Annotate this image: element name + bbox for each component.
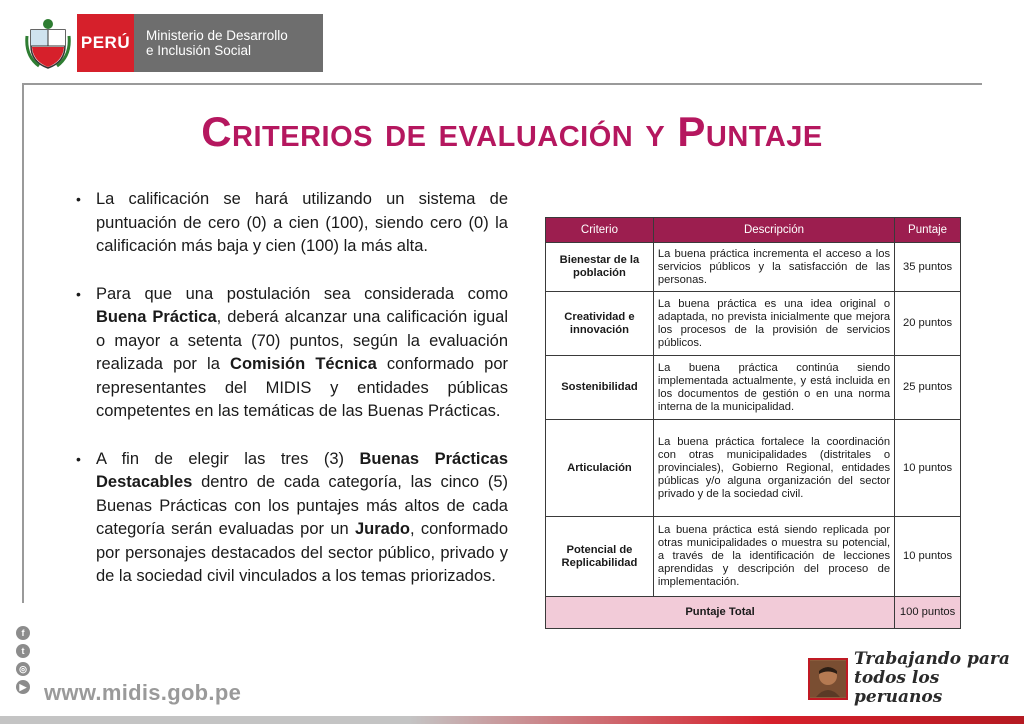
header-descripcion: Descripción [653,218,894,243]
bullet-icon: • [76,285,81,302]
frame-top-divider [22,83,982,85]
descripcion-cell: La buena práctica está siendo replicada por otras municipalidades o muestra su potencial, a través de la identificación de lecciones aprendidas y descripción del proceso de implementación. [653,517,894,597]
criterio-cell: Sostenibilidad [546,356,654,420]
table-row [546,420,961,517]
table-row [546,517,961,597]
total-label: Puntaje Total [546,597,895,629]
ministry-name-line2: e Inclusión Social [146,43,252,58]
criteria-table [545,217,961,629]
frame-left-divider [22,83,24,603]
bullet-item [76,448,508,589]
bullet-text-part: Para que una postulación sea considerada como [96,284,508,303]
coat-of-arms-icon [22,14,74,72]
puntaje-cell: 25 puntos [895,356,961,420]
table-row [546,243,961,292]
slogan-block [808,650,1024,707]
total-value: 100 puntos [895,597,961,629]
descripcion-cell: La buena práctica es una idea original o adaptada, no prevista inicialmente que mejora los procesos de la provisión de servicios públicos. [653,292,894,356]
descripcion-cell: La buena práctica incrementa el acceso a los servicios públicos y la satisfacción de las personas. [653,243,894,292]
ministry-logo [22,14,323,72]
puntaje-cell: 10 puntos [895,517,961,597]
bullet-item [76,283,508,424]
bullet-icon: • [76,191,81,207]
twitter-icon[interactable]: t [16,644,30,658]
bottom-stripe [0,716,1024,724]
bullet-text-part: , conformado por personajes destacados del sector público, privado y de la sociedad civil vinculados a los temas priorizados. [96,520,508,585]
bullet-text-part: La calificación se hará utilizando un sistema de puntuación de cero (0) a cien (100), siendo cero (0) la calificación más baja y cien (100) la más alta. [96,190,508,255]
bullet-icon: • [76,450,81,467]
slogan-line2: todos los peruanos [854,668,943,707]
slogan-text [854,650,1024,707]
header-puntaje: Puntaje [895,218,961,243]
bullet-text-3 [96,448,508,589]
bullet-list [76,188,508,613]
website-link[interactable]: www.midis.gob.pe [44,680,242,705]
bullet-text-bold: Buenas Prácticas Destacables [96,449,508,491]
bullet-text-1 [96,188,508,259]
bullet-text-part: A fin de elegir las tres (3) [96,449,360,468]
youtube-icon[interactable]: ▶ [16,680,30,694]
bullet-text-bold: Jurado [354,520,410,538]
criterio-cell: Creatividad e innovación [546,292,654,356]
slide-title: Criterios de evaluación y Puntaje [201,108,823,155]
header-criterio: Criterio [546,218,654,243]
criterio-cell: Bienestar de la población [546,243,654,292]
descripcion-cell: La buena práctica fortalece la coordinación con otras municipalidades (distritales o provinciales), Gobierno Regional, entidades públicas y/o alguna organización del sector privado y de la sociedad civil. [653,420,894,517]
ministry-name-line1: Ministerio de Desarrollo [146,28,288,43]
social-icons [16,626,30,694]
puntaje-cell: 10 puntos [895,420,961,517]
peru-label: PERÚ [77,14,134,72]
portrait-icon [808,658,848,700]
criterio-cell: Articulación [546,420,654,517]
bullet-item [76,188,508,259]
descripcion-cell: La buena práctica continúa siendo implementada actualmente, y está incluida en los documentos de gestión o en una norma interna de la municipalidad. [653,356,894,420]
bullet-text-part: conformado por representantes del MIDIS y entidades públicas competentes en las temáticas de las Buenas Prácticas. [96,355,509,420]
puntaje-cell: 35 puntos [895,243,961,292]
instagram-icon[interactable]: ◎ [16,662,30,676]
bullet-text-bold: Buena Práctica [96,308,217,326]
ministry-name [134,14,323,72]
bullet-text-part: dentro de cada categoría, las cinco (5) Buenas Prácticas con los puntajes más altos de cada categoría serán evaluadas por un [96,473,508,538]
criterio-cell: Potencial de Replicabilidad [546,517,654,597]
bullet-text-bold: Comisión Técnica [230,355,377,373]
bullet-text-part: , deberá alcanzar una calificación igual o mayor a setenta (70) puntos, según la evaluación realizada por la [96,308,509,373]
table-total-row [546,597,961,629]
table-row [546,292,961,356]
table-row [546,356,961,420]
puntaje-cell: 20 puntos [895,292,961,356]
bullet-text-2 [96,283,508,424]
table-header-row [546,218,961,243]
facebook-icon[interactable]: f [16,626,30,640]
slogan-line1: Trabajando para [854,649,1010,669]
